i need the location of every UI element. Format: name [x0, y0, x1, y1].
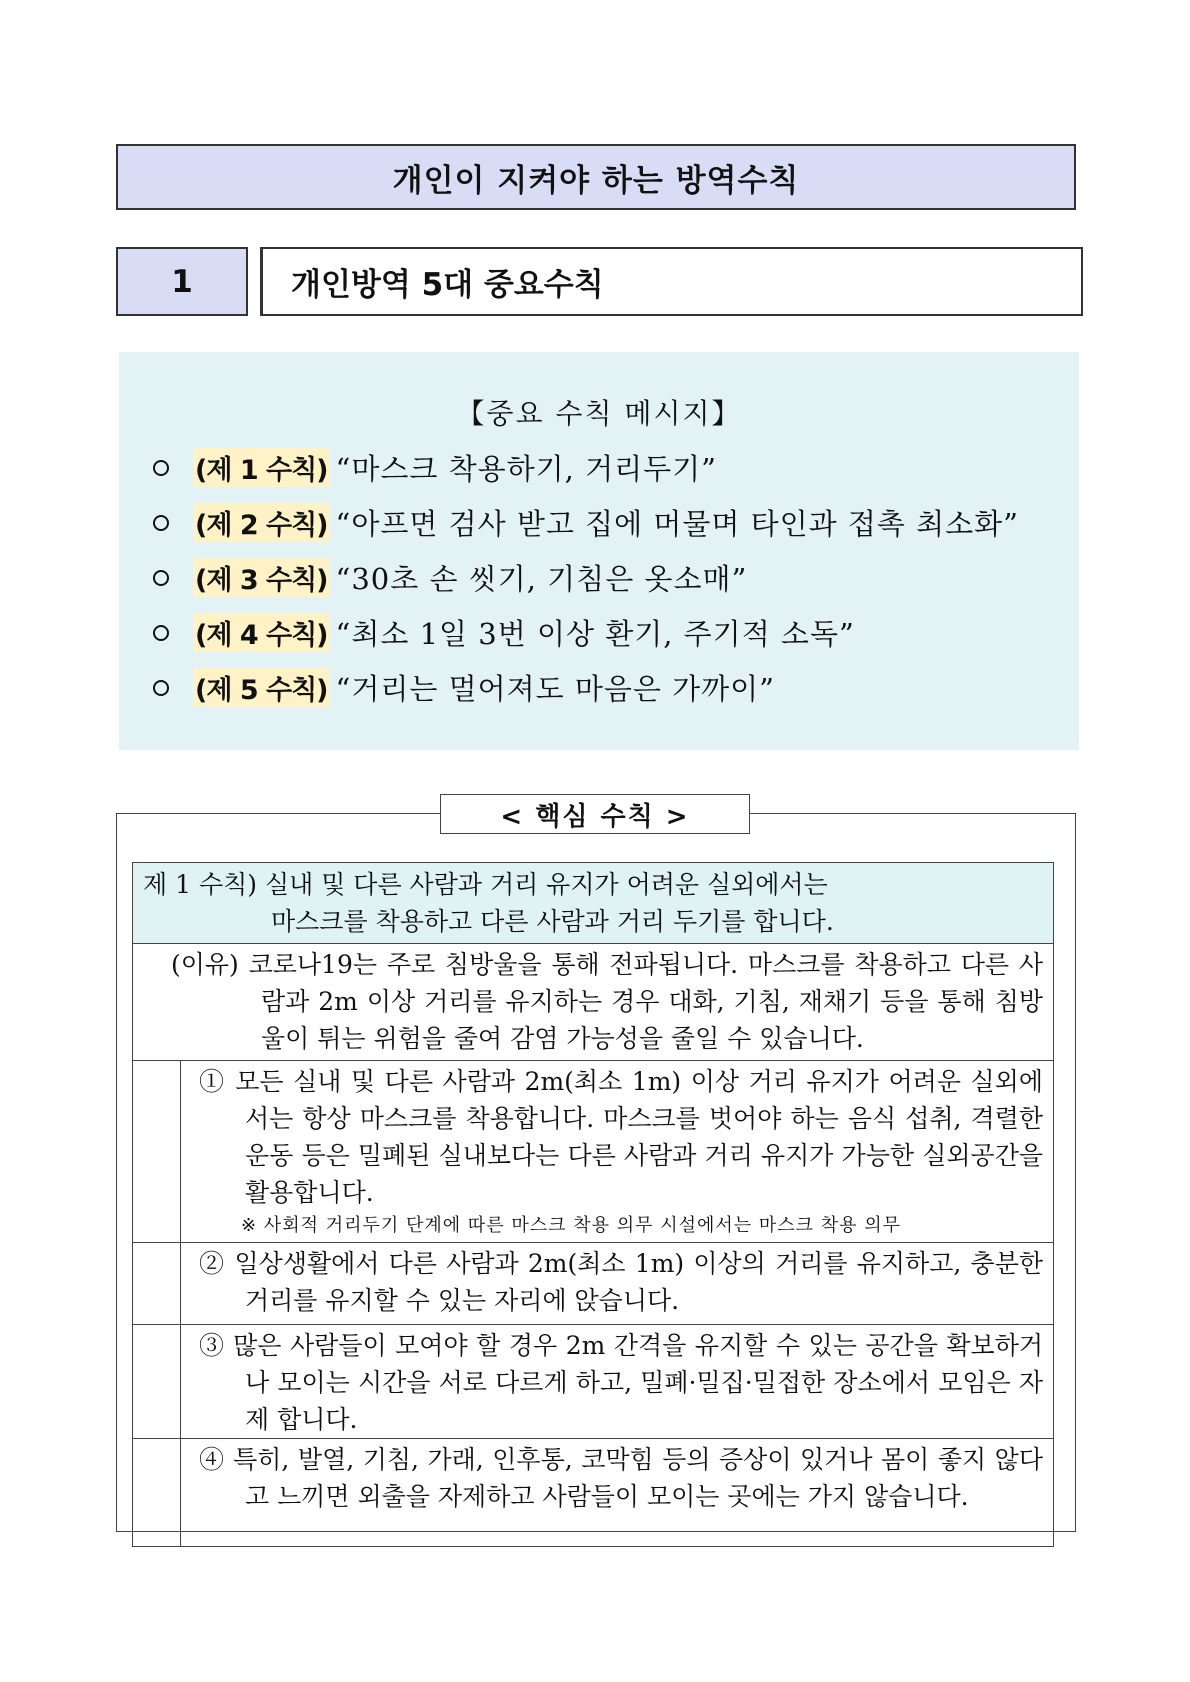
- important-message-box: [119, 352, 1079, 750]
- list-item: [181, 1439, 1054, 1547]
- list-item: [181, 1325, 1054, 1439]
- section-title-box: [260, 247, 1083, 316]
- table-row: [133, 1061, 1054, 1243]
- rule-text: “마스크 착용하기, 거리두기”: [335, 452, 717, 486]
- table-gutter: [133, 1439, 181, 1547]
- rule-heading: [133, 863, 1054, 944]
- table-row: [133, 1439, 1054, 1547]
- rule-label: (제 1 수칙): [193, 448, 330, 487]
- rule-item: [149, 660, 1019, 715]
- table-gutter: [133, 1243, 181, 1325]
- rule-item: [149, 605, 1019, 660]
- page-title-box: [116, 144, 1076, 210]
- table-gutter: [133, 1325, 181, 1439]
- list-item: [181, 1243, 1054, 1325]
- core-rules-table: [132, 862, 1054, 1547]
- rule-heading-line1: 제 1 수칙) 실내 및 다른 사람과 거리 유지가 어려운 실외에서는: [143, 870, 828, 899]
- item-text: ① 모든 실내 및 다른 사람과 2m(최소 1m) 이상 거리 유지가 어려운 실외에서는 항상 마스크를 착용합니다. 마스크를 벗어야 하는 음식 섭취, 격렬한 운동 등은 밀폐된 실내보다는 다른 사람과 거리 유지가 가능한 실외공간을 활용합니다.: [199, 1067, 1043, 1207]
- rule-item: [149, 440, 1019, 495]
- rule-text: “거리는 멀어져도 마음은 가까이”: [335, 672, 776, 706]
- page-title: 개인이 지켜야 하는 방역수칙: [392, 162, 800, 199]
- bullet-circle-icon: [153, 460, 169, 476]
- reason-cell: [133, 944, 1054, 1061]
- section-title: 개인방역 5대 중요수칙: [291, 267, 604, 303]
- item-text: ③ 많은 사람들이 모여야 할 경우 2m 간격을 유지할 수 있는 공간을 확보하거나 모이는 시간을 서로 다르게 하고, 밀폐·밀집·밀접한 장소에서 모임은 자제 합니다.: [199, 1331, 1043, 1434]
- rule-label: (제 5 수칙): [193, 668, 330, 707]
- rule-heading-line2: 마스크를 착용하고 다른 사람과 거리 두기를 합니다.: [271, 907, 834, 936]
- rule-label: (제 4 수칙): [193, 613, 330, 652]
- item-text: ④ 특히, 발열, 기침, 가래, 인후통, 코막힘 등의 증상이 있거나 몸이 좋지 않다고 느끼면 외출을 자제하고 사람들이 모이는 곳에는 가지 않습니다.: [199, 1445, 1043, 1511]
- message-title: 【중요 수칙 메시지】: [456, 397, 742, 430]
- bullet-circle-icon: [153, 515, 169, 531]
- bullet-circle-icon: [153, 680, 169, 696]
- table-row: [133, 1243, 1054, 1325]
- rule-label: (제 3 수칙): [193, 558, 330, 597]
- section-number: 1: [116, 247, 248, 316]
- core-rules-tab: < 핵심 수칙 >: [440, 794, 750, 834]
- rule-label: (제 2 수칙): [193, 503, 330, 542]
- rules-list: [149, 440, 1019, 715]
- rule-text: “30초 손 씻기, 기침은 옷소매”: [335, 562, 748, 596]
- rule-item: [149, 550, 1019, 605]
- table-row: [133, 1325, 1054, 1439]
- bullet-circle-icon: [153, 570, 169, 586]
- rule-text: “아프면 검사 받고 집에 머물며 타인과 접촉 최소화”: [335, 507, 1019, 541]
- list-item: [181, 1061, 1054, 1243]
- table-row: [133, 944, 1054, 1061]
- table-gutter: [133, 1061, 181, 1243]
- rule-item: [149, 495, 1019, 550]
- bullet-circle-icon: [153, 625, 169, 641]
- item-text: ② 일상생활에서 다른 사람과 2m(최소 1m) 이상의 거리를 유지하고, 충분한 거리를 유지할 수 있는 자리에 앉습니다.: [199, 1249, 1043, 1315]
- table-row: [133, 863, 1054, 944]
- item-note: ※ 사회적 거리두기 단계에 따른 마스크 착용 의무 시설에서는 마스크 착용 의무: [241, 1215, 902, 1236]
- reason-text: (이유) 코로나19는 주로 침방울을 통해 전파됩니다. 마스크를 착용하고 다른 사람과 2m 이상 거리를 유지하는 경우 대화, 기침, 재채기 등을 통해 침방울이 튀는 위험을 줄여 감염 가능성을 줄일 수 있습니다.: [171, 950, 1043, 1053]
- rule-text: “최소 1일 3번 이상 환기, 주기적 소독”: [335, 617, 855, 651]
